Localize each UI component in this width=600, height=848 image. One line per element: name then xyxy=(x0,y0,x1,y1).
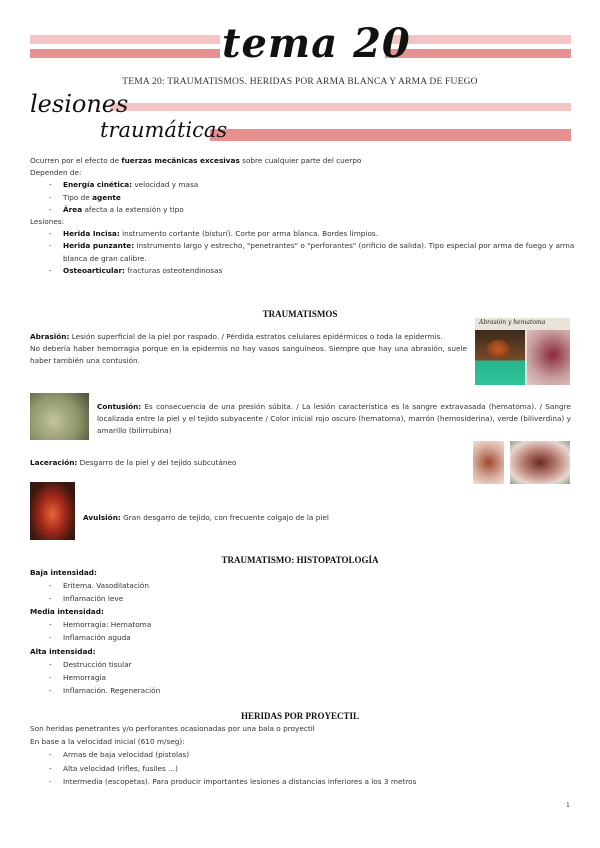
intro-text-post: sobre cualquier parte del cuerpo xyxy=(239,156,362,165)
item-bold: Herida punzante: xyxy=(63,241,135,251)
item-text: afecta a la extensión y tipo xyxy=(82,204,184,214)
laceration-image-2 xyxy=(510,441,570,484)
list-item: - Inflamación aguda xyxy=(30,631,430,644)
list-item xyxy=(30,192,575,204)
abrasion-text: Lesión superficial de la piel por raspado. / Pérdida estratos celulares epidérmicos o toda la epidermis. xyxy=(69,332,443,341)
item-text: instrumento largo y estrecho, "penetrantes" o "perforantes" (orificio de salida). Tipo especial por arma de fuego y arma blanca de gran calibre. xyxy=(63,241,575,263)
intro-line xyxy=(30,155,575,167)
item-pre: Tipo de xyxy=(63,192,93,202)
document-subtitle: TEMA 20: TRAUMATISMOS. HERIDAS POR ARMA BLANCA Y ARMA DE FUEGO xyxy=(122,77,478,87)
list-item: - Hemorragia: Hematoma xyxy=(30,618,430,631)
header-band-right-bottom xyxy=(385,49,571,58)
section-title-histopatologia: TRAUMATISMO: HISTOPATOLOGÍA xyxy=(221,555,379,565)
histo-group-label: Alta intensidad: xyxy=(30,646,96,656)
list-item xyxy=(30,204,575,216)
avulsion-text: Gran desgarro de tejido, con frecuente colgajo de la piel xyxy=(120,513,329,522)
proyectil-line-1: Son heridas penetrantes y/o perforantes ocasionadas por una bala o proyectil xyxy=(30,724,315,733)
item-text: fracturas osteotendinosas xyxy=(124,265,223,275)
header-band-right-top xyxy=(385,35,571,44)
list-item: - Destrucción tisular xyxy=(30,658,430,671)
laceracion-term: Laceración: xyxy=(30,458,78,467)
list-item xyxy=(30,228,575,240)
section-title-traumatismos: TRAUMATISMOS xyxy=(262,309,338,319)
list-item: - Alta velocidad (rifles, fusiles ...) xyxy=(30,762,575,775)
laceracion-paragraph xyxy=(30,457,460,469)
list-item: - Hemorragia xyxy=(30,671,430,684)
histo-block xyxy=(30,566,430,697)
list-item xyxy=(30,265,575,277)
depend-label: Dependen de: xyxy=(30,168,82,178)
abrasion-text-2: No debería haber hemorragia porque en la epidermis no hay vasos sanguíneos. Siempre que hay una abrasión, suele haber también una contusión. xyxy=(30,344,467,366)
item-bold: agente xyxy=(92,192,121,202)
list-item: - Intermedia (escopetas). Para producir importantes lesiones a distancias inferiores a los 3 metros xyxy=(30,775,575,788)
abrasion-paragraph xyxy=(30,331,467,368)
item-text: instrumento cortante (bisturí). Corte por arma blanca. Bordes limpios. xyxy=(119,229,379,239)
list-item: - Inflamación. Regeneración xyxy=(30,684,430,697)
list-item: - Eritema. Vasodilatación xyxy=(30,579,430,592)
contusion-text: Es consecuencia de una presión súbita. / La lesión característica es la sangre extravasada (hematoma). / Sangre localizada entre la piel y el tejido subyacente / Color inicial rojo oscuro (hematoma), marrón (hemosiderina), verde (biliverdina) y amarillo (bilirrubina) xyxy=(97,402,571,436)
laceration-image-1 xyxy=(473,441,504,484)
item-bold: Área xyxy=(63,204,83,214)
photo-face-wound xyxy=(487,340,509,358)
header-band-left-bottom xyxy=(30,49,220,58)
script-word-traumaticas: traumáticas xyxy=(100,118,228,142)
lesion-list xyxy=(30,228,575,277)
laceracion-text: Desgarro de la piel y del tejido subcutáneo xyxy=(77,458,237,467)
contusion-image xyxy=(30,393,89,440)
list-item: - Armas de baja velocidad (pistolas) xyxy=(30,748,575,761)
intro-text-bold: fuerzas mecánicas excesivas xyxy=(121,156,240,165)
contusion-paragraph xyxy=(97,401,571,438)
histo-group-label: Media intensidad: xyxy=(30,607,104,617)
abrasion-image xyxy=(475,318,570,385)
item-bold: Herida Incisa: xyxy=(63,229,120,239)
script-word-lesiones: lesiones xyxy=(30,90,129,118)
proyectil-line-2: En base a la velocidad inicial (610 m/seg): xyxy=(30,737,185,747)
avulsion-paragraph xyxy=(83,512,483,524)
avulsion-image xyxy=(30,482,75,540)
lesiones-band-bottom xyxy=(210,129,571,141)
big-title: tema 20 xyxy=(222,20,411,67)
image-caption: Abrasión y hematoma xyxy=(479,319,546,326)
histo-group-label: Baja intensidad: xyxy=(30,568,97,577)
page-number: 1 xyxy=(566,802,570,809)
abrasion-term: Abrasión: xyxy=(30,332,70,341)
histo-list xyxy=(30,658,430,697)
photo-skin xyxy=(527,330,570,385)
item-bold: Energía cinética: xyxy=(63,180,133,190)
list-item xyxy=(30,179,575,191)
depend-list xyxy=(30,179,575,216)
header-band-left-top xyxy=(30,35,220,44)
histo-list xyxy=(30,618,430,644)
lesiones-band-top xyxy=(110,103,571,111)
list-item: - Inflamación leve xyxy=(30,592,430,605)
avulsion-term: Avulsión: xyxy=(83,513,121,522)
proyectil-list xyxy=(30,748,575,788)
item-text: velocidad y masa xyxy=(132,180,199,190)
lesions-label: Lesiones: xyxy=(30,217,65,227)
item-bold: Osteoarticular: xyxy=(63,265,125,275)
contusion-term: Contusión: xyxy=(97,402,142,411)
section-title-proyectil: HERIDAS POR PROYECTIL xyxy=(240,711,359,721)
list-item xyxy=(30,240,575,264)
intro-text-pre: Ocurren por el efecto de xyxy=(30,156,122,165)
intro-block xyxy=(30,155,575,277)
proyectil-block xyxy=(30,722,575,788)
histo-list xyxy=(30,579,430,605)
